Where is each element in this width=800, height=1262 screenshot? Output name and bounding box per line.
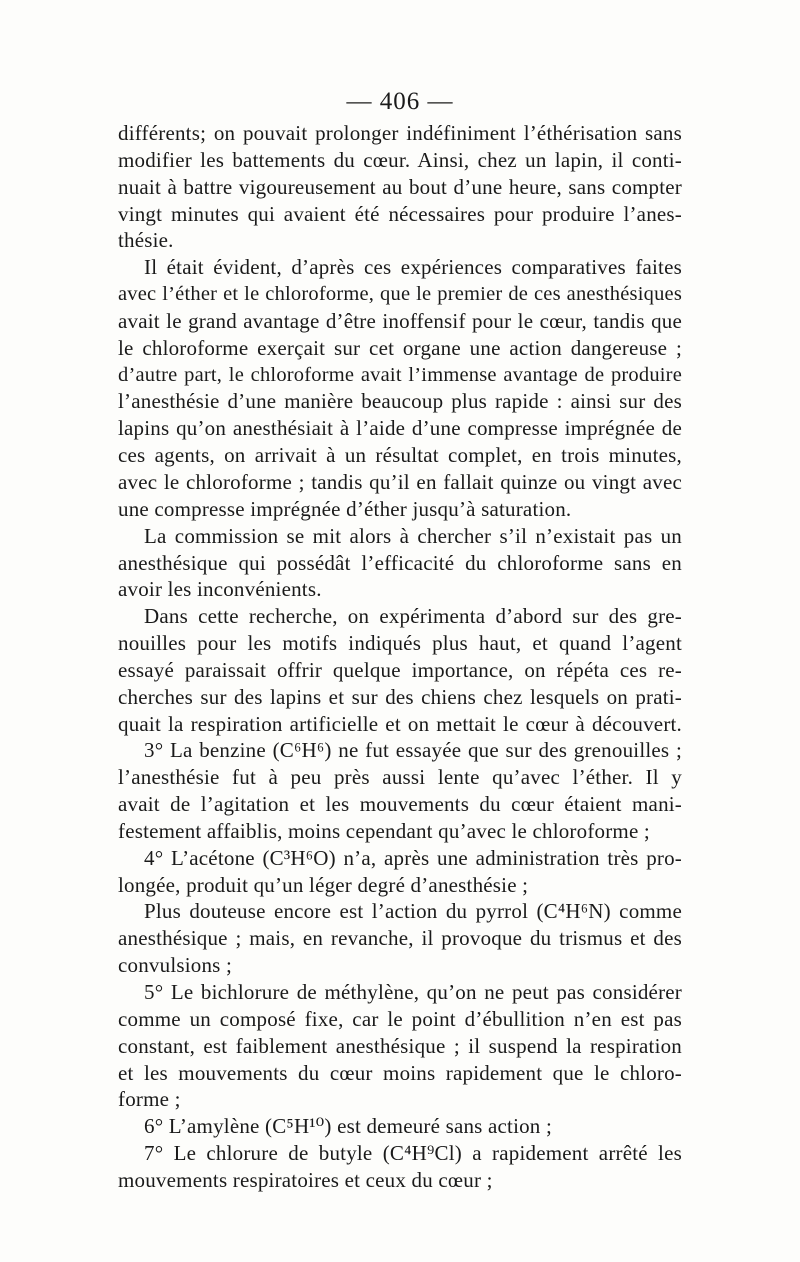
text-line: anesthésique ; mais, en revanche, il provoque du trismus et des (118, 926, 682, 951)
text-line: cherches sur des lapins et sur des chiens chez lesquels on prati- (118, 684, 682, 709)
text-line: longée, produit qu’un léger degré d’anesthésie ; (118, 872, 529, 897)
text-line: quait la respiration artificielle et on mettait le cœur à découvert. (118, 711, 682, 736)
text-line: lapins qu’on anesthésiait à l’aide d’une compresse imprégnée de (118, 416, 682, 441)
text-line: comme un composé fixe, car le point d’ébullition n’en est pas (118, 1006, 682, 1031)
text-line: et les mouvements du cœur moins rapidement que le chloro- (118, 1060, 682, 1085)
text-line: une compresse imprégnée d’éther jusqu’à saturation. (118, 496, 572, 521)
text-line: nouilles pour les motifs indiqués plus haut, et quand l’agent (118, 631, 682, 656)
text-line: essayé paraissait offrir quelque importance, on répéta ces re- (118, 657, 682, 682)
text-line: avec l’éther et le chloroforme, que le premier de ces anesthésiques (118, 283, 682, 306)
text-line: La commission se mit alors à chercher s’il n’existait pas un (144, 523, 682, 548)
text-line: 3° La benzine (C⁶H⁶) ne fut essayée que sur des grenouilles ; (144, 738, 682, 763)
text-line: le chloroforme exerçait sur cet organe une action dangereuse ; (118, 335, 682, 360)
text-line: l’anesthésie fut à peu près aussi lente qu’avec l’éther. Il y (118, 765, 682, 790)
text-line: avoir les inconvénients. (118, 577, 322, 602)
text-line: Plus douteuse encore est l’action du pyrrol (C⁴H⁶N) comme (144, 899, 682, 924)
text-line: différents; on pouvait prolonger indéfiniment l’éthérisation sans (118, 121, 682, 145)
text-line: festement affaiblis, moins cependant qu’avec le chloroforme ; (118, 818, 650, 843)
text-line: vingt minutes qui avaient été nécessaires pour produire l’anes- (118, 201, 682, 226)
text-line: nuait à battre vigoureusement au bout d’une heure, sans compter (118, 174, 682, 199)
text-line: mouvements respiratoires et ceux du cœur ; (118, 1167, 493, 1192)
text-line: d’autre part, le chloroforme avait l’immense avantage de produire (118, 363, 682, 386)
text-line: avec le chloroforme ; tandis qu’il en fallait quinze ou vingt avec (118, 469, 682, 494)
text-line: ces agents, on arrivait à un résultat complet, en trois minutes, (118, 443, 682, 468)
body-text (118, 120, 682, 1194)
page-number: — 406 — (346, 88, 454, 115)
text-line: 5° Le bichlorure de méthylène, qu’on ne peut pas considérer (144, 980, 682, 1004)
text-line: 6° L’amylène (C⁵H¹⁰) est demeuré sans action ; (144, 1114, 552, 1139)
text-line: forme ; (118, 1087, 181, 1112)
text-line: convulsions ; (118, 953, 233, 978)
text-line: Dans cette recherche, on expérimenta d’abord sur des gre- (144, 604, 682, 629)
text-line: l’anesthésie d’une manière beaucoup plus rapide : ainsi sur des (118, 389, 682, 414)
text-line: Il était évident, d’après ces expériences comparatives faites (144, 255, 682, 280)
text-line: modifier les battements du cœur. Ainsi, chez un lapin, il conti- (118, 147, 682, 172)
text-line: anesthésique qui possédât l’efficacité du chloroforme sans en (118, 550, 682, 575)
text-line: avait de l’agitation et les mouvements du cœur étaient mani- (118, 792, 682, 817)
text-line: avait le grand avantage d’être inoffensif pour le cœur, tandis que (118, 308, 682, 333)
text-line: 7° Le chlorure de butyle (C⁴H⁹Cl) a rapidement arrêté les (144, 1141, 682, 1166)
text-line: 4° L’acétone (C³H⁶O) n’a, après une administration très pro- (144, 845, 682, 870)
text-line: constant, est faiblement anesthésique ; il suspend la respiration (118, 1033, 682, 1058)
text-line: thésie. (118, 228, 174, 253)
